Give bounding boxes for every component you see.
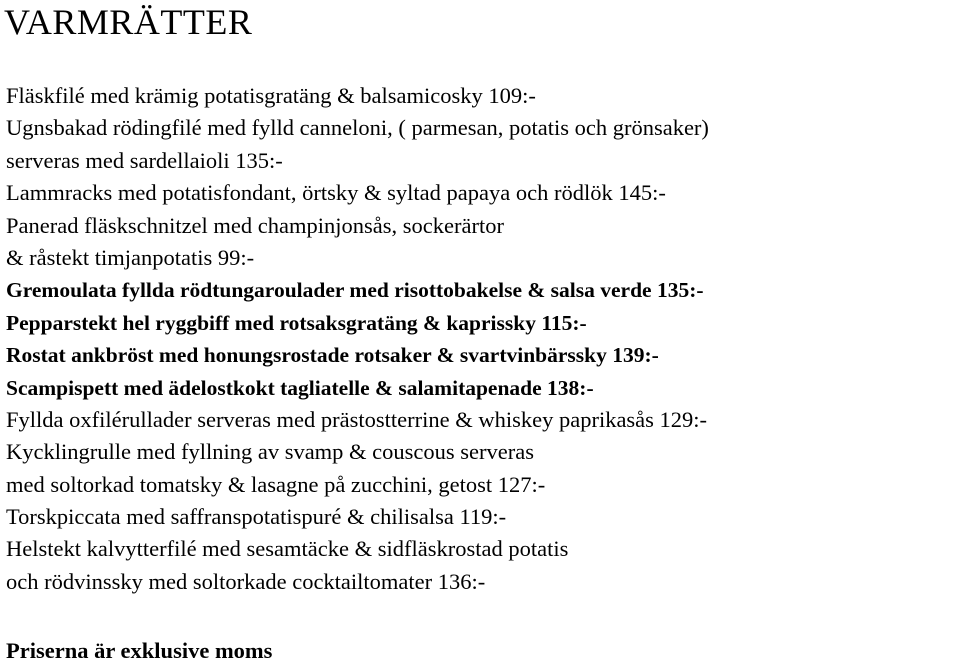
- menu-line: och rödvinssky med soltorkade cocktailtomater 136:-: [6, 568, 486, 594]
- menu-line: med soltorkad tomatsky & lasagne på zucchini, getost 127:-: [6, 471, 546, 497]
- price-note: Priserna är exklusive moms: [6, 638, 273, 663]
- menu-line: Ugnsbakad rödingfilé med fylld canneloni, ( parmesan, potatis och grönsaker): [6, 115, 709, 141]
- menu-line: Panerad fläskschnitzel med champinjonsås, sockerärtor: [6, 212, 504, 238]
- menu-line: Pepparstekt hel ryggbiff med rotsaksgratäng & kaprissky 115:-: [6, 310, 587, 335]
- menu-line: Gremoulata fyllda rödtungaroulader med risottobakelse & salsa verde 135:-: [6, 278, 704, 303]
- menu-line: Torskpiccata med saffranspotatispuré & chilisalsa 119:-: [6, 504, 507, 530]
- menu-line: Helstekt kalvytterfilé med sesamtäcke & sidfläskrostad potatis: [6, 536, 569, 562]
- page-title: VARMRÄTTER: [4, 2, 253, 42]
- menu-line: serveras med sardellaioli 135:-: [6, 147, 283, 173]
- menu-line: Scampispett med ädelostkokt tagliatelle & salamitapenade 138:-: [6, 375, 594, 400]
- menu-line: & råstekt timjanpotatis 99:-: [6, 244, 255, 270]
- menu-line: Lammracks med potatisfondant, örtsky & syltad papaya och rödlök 145:-: [6, 180, 666, 206]
- menu-line: Fläskfilé med krämig potatisgratäng & balsamicosky 109:-: [6, 83, 536, 108]
- menu-line: Kycklingrulle med fyllning av svamp & couscous serveras: [6, 439, 535, 465]
- menu-list: [6, 80, 709, 598]
- menu-line: Rostat ankbröst med honungsrostade rotsaker & svartvinbärssky 139:-: [6, 343, 659, 368]
- menu-line: Fyllda oxfilérullader serveras med prästostterrine & whiskey paprikasås 129:-: [6, 406, 708, 432]
